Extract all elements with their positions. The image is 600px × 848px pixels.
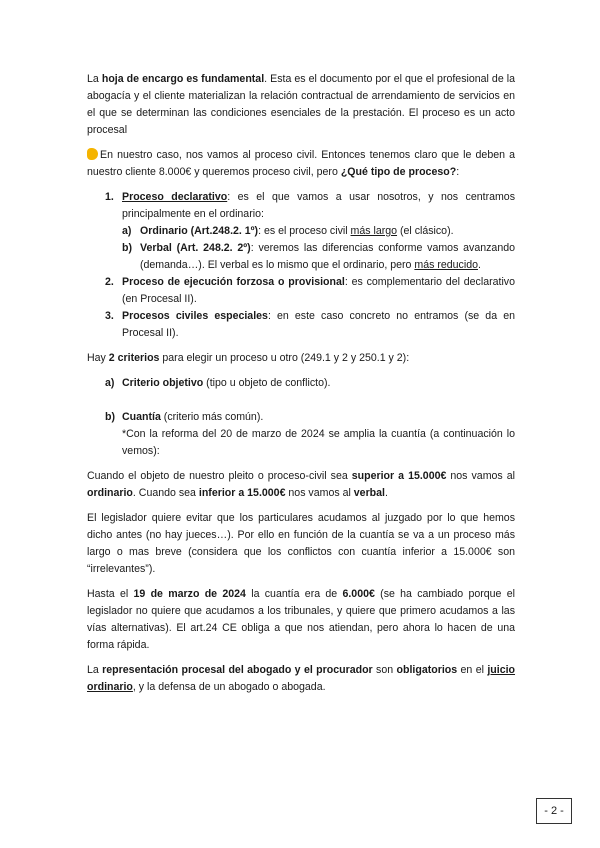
- criteria-text: (criterio más común).: [160, 411, 264, 423]
- text: son: [372, 664, 397, 676]
- text: :: [456, 166, 460, 178]
- text: , y la defensa de un abogado o abogada.: [132, 681, 326, 693]
- paragraph-hoja-encargo: [87, 71, 515, 139]
- bold-text: obligatorios: [396, 664, 458, 676]
- paragraph-criterios: [87, 350, 515, 367]
- text: .: [385, 487, 388, 499]
- text: nos vamos al: [446, 470, 515, 482]
- list-text: : en este caso concreto no entramos (se da en Procesal II).: [122, 310, 515, 339]
- bold-text: ordinario: [87, 487, 133, 499]
- paragraph-legislador: El legislador quiere evitar que los particulares acudamos al juzgado por lo que hemos dicho antes (no hay jueces…). Por ello en función de la cuantía se va a un proceso más largo o mas breve (considera que los conflictos con cuantía inferior a 15.000€ son “irrelevantes”).: [87, 512, 515, 575]
- text: (se ha cambiado porque el legislador no quiere que acudamos a los tribunales, y quiere que primero acudamos a las vías alternativas). El art.24 CE obliga a que nos atiendan, pero ahora lo hacen de una forma rápida.: [87, 588, 515, 651]
- text: en el: [457, 664, 488, 676]
- text: La: [87, 73, 102, 85]
- criteria-list: [87, 375, 515, 460]
- pointing-hand-icon: [87, 148, 98, 160]
- sub-list-item: [122, 223, 515, 240]
- list-title: Proceso de ejecución forzosa o provisional: [122, 276, 345, 288]
- bold-text: verbal: [353, 487, 385, 499]
- list-number: 2.: [105, 276, 114, 288]
- sub-title: Verbal (Art. 248.2. 2º): [140, 242, 251, 254]
- paragraph-representacion: [87, 662, 515, 696]
- bold-text: inferior a 15.000€: [198, 487, 286, 499]
- bold-text: ¿Qué tipo de proceso?: [340, 166, 457, 178]
- sub-list: [122, 223, 515, 274]
- text: la cuantía era de: [245, 588, 343, 600]
- criteria-text: (tipo u objeto de conflicto).: [203, 377, 331, 389]
- criteria-letter: b): [105, 411, 115, 423]
- list-item: [87, 274, 515, 308]
- bold-text: superior a 15.000€: [351, 470, 447, 482]
- list-title: Procesos civiles especiales: [122, 310, 268, 322]
- criteria-title: Cuantía: [122, 411, 161, 423]
- bold-underlined-text: juicio ordinario: [87, 664, 516, 693]
- text: . Cuando sea: [132, 487, 199, 499]
- paragraph-cuantia: [87, 468, 515, 502]
- bold-text: representación procesal del abogado y el procurador: [102, 664, 373, 676]
- process-types-list: [87, 189, 515, 342]
- sub-title: Ordinario (Art.248.2. 1º): [140, 225, 259, 237]
- list-item: [87, 189, 515, 274]
- bold-text: 19 de marzo de 2024: [133, 588, 246, 600]
- sub-text: : veremos las diferencias conforme vamos avanzando (demanda…). El verbal es lo mismo que el ordinario, pero: [140, 242, 515, 271]
- sub-text: (el clásico).: [397, 225, 454, 237]
- underlined-text: más largo: [350, 225, 398, 237]
- text: Hasta el: [87, 588, 134, 600]
- paragraph-hasta-marzo: [87, 586, 515, 654]
- text: En nuestro caso, nos vamos al proceso civil. Entonces tenemos claro que le deben a nuestro cliente 8.000€ y queremos proceso civil, pero: [87, 149, 515, 178]
- bold-text: hoja de encargo es fundamental: [101, 73, 265, 85]
- underlined-text: más reducido: [414, 259, 478, 271]
- sub-text: : es el proceso civil: [258, 225, 351, 237]
- list-title: Proceso declarativo: [122, 191, 228, 203]
- sub-text: .: [477, 259, 481, 271]
- list-text: : es complementario del declarativo (en Procesal II).: [122, 276, 515, 305]
- list-number: 3.: [105, 310, 114, 322]
- text: La: [87, 664, 103, 676]
- sub-letter: b): [122, 242, 132, 254]
- text: Cuando el objeto de nuestro pleito o proceso-civil sea: [87, 470, 352, 482]
- text: Hay: [87, 352, 109, 364]
- sub-letter: a): [122, 225, 132, 237]
- paragraph-proceso-civil: [87, 147, 515, 181]
- list-text: : es el que vamos a usar nosotros, y nos centramos principalmente en el ordinario:: [122, 191, 515, 220]
- sub-list-item: [122, 240, 515, 274]
- page-number: - 2 -: [536, 798, 572, 824]
- text: para elegir un proceso u otro (249.1 y 2 y 250.1 y 2):: [159, 352, 410, 364]
- text: nos vamos al: [285, 487, 354, 499]
- list-item: [87, 308, 515, 342]
- criteria-note: *Con la reforma del 20 de marzo de 2024 se amplia la cuantía (a continuación lo vemos):: [122, 428, 515, 457]
- criteria-letter: a): [105, 377, 115, 389]
- criteria-item: [87, 375, 515, 392]
- criteria-item: [87, 409, 515, 460]
- text: . Esta es el documento por el que el profesional de la abogacía y el cliente materializan la relación contractual de arrendamiento de servicios en el que se determinan las condiciones esenciales de la prestación. El proceso es un acto procesal: [87, 73, 516, 136]
- document-body: [87, 71, 515, 704]
- criteria-title: Criterio objetivo: [122, 377, 204, 389]
- bold-text: 6.000€: [342, 588, 375, 600]
- list-number: 1.: [105, 191, 114, 203]
- bold-text: 2 criterios: [108, 352, 160, 364]
